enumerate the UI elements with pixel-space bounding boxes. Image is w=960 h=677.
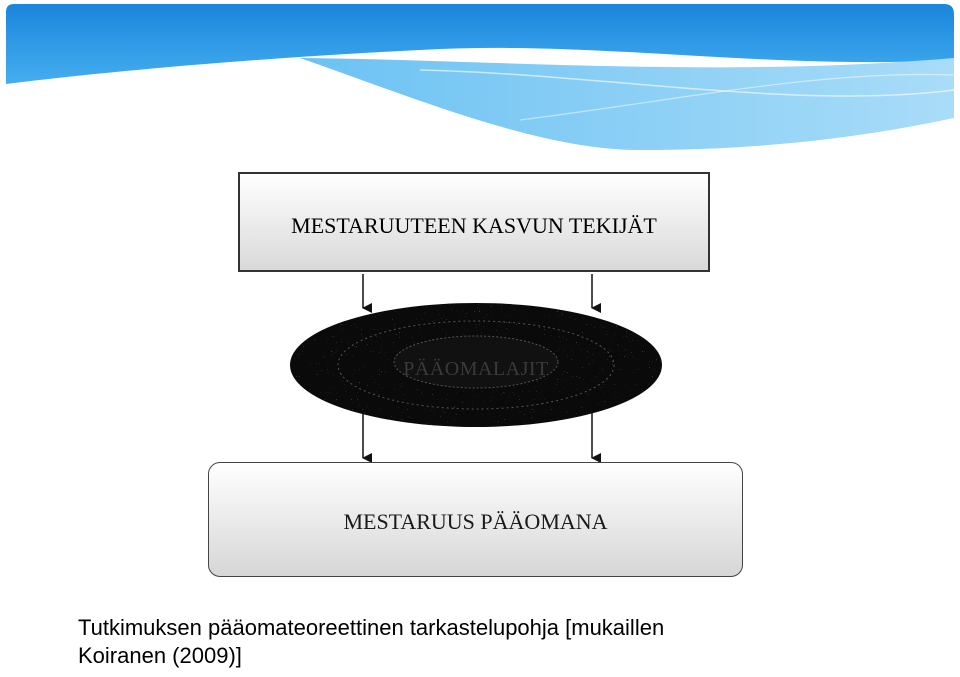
capital-types-label: PÄÄOMALAJIT xyxy=(403,358,549,380)
caption-line-2: Koiranen (2009)] xyxy=(78,643,242,668)
caption-line-1: Tutkimuksen pääomateoreettinen tarkastelupohja [mukaillen xyxy=(78,615,665,640)
mastery-capital-box xyxy=(208,462,743,577)
growth-factors-box xyxy=(238,172,710,272)
mastery-capital-label: MESTARUUS PÄÄOMANA xyxy=(343,508,608,534)
figure-caption xyxy=(78,614,898,670)
growth-factors-label: MESTARUUTEEN KASVUN TEKIJÄT xyxy=(291,213,657,238)
